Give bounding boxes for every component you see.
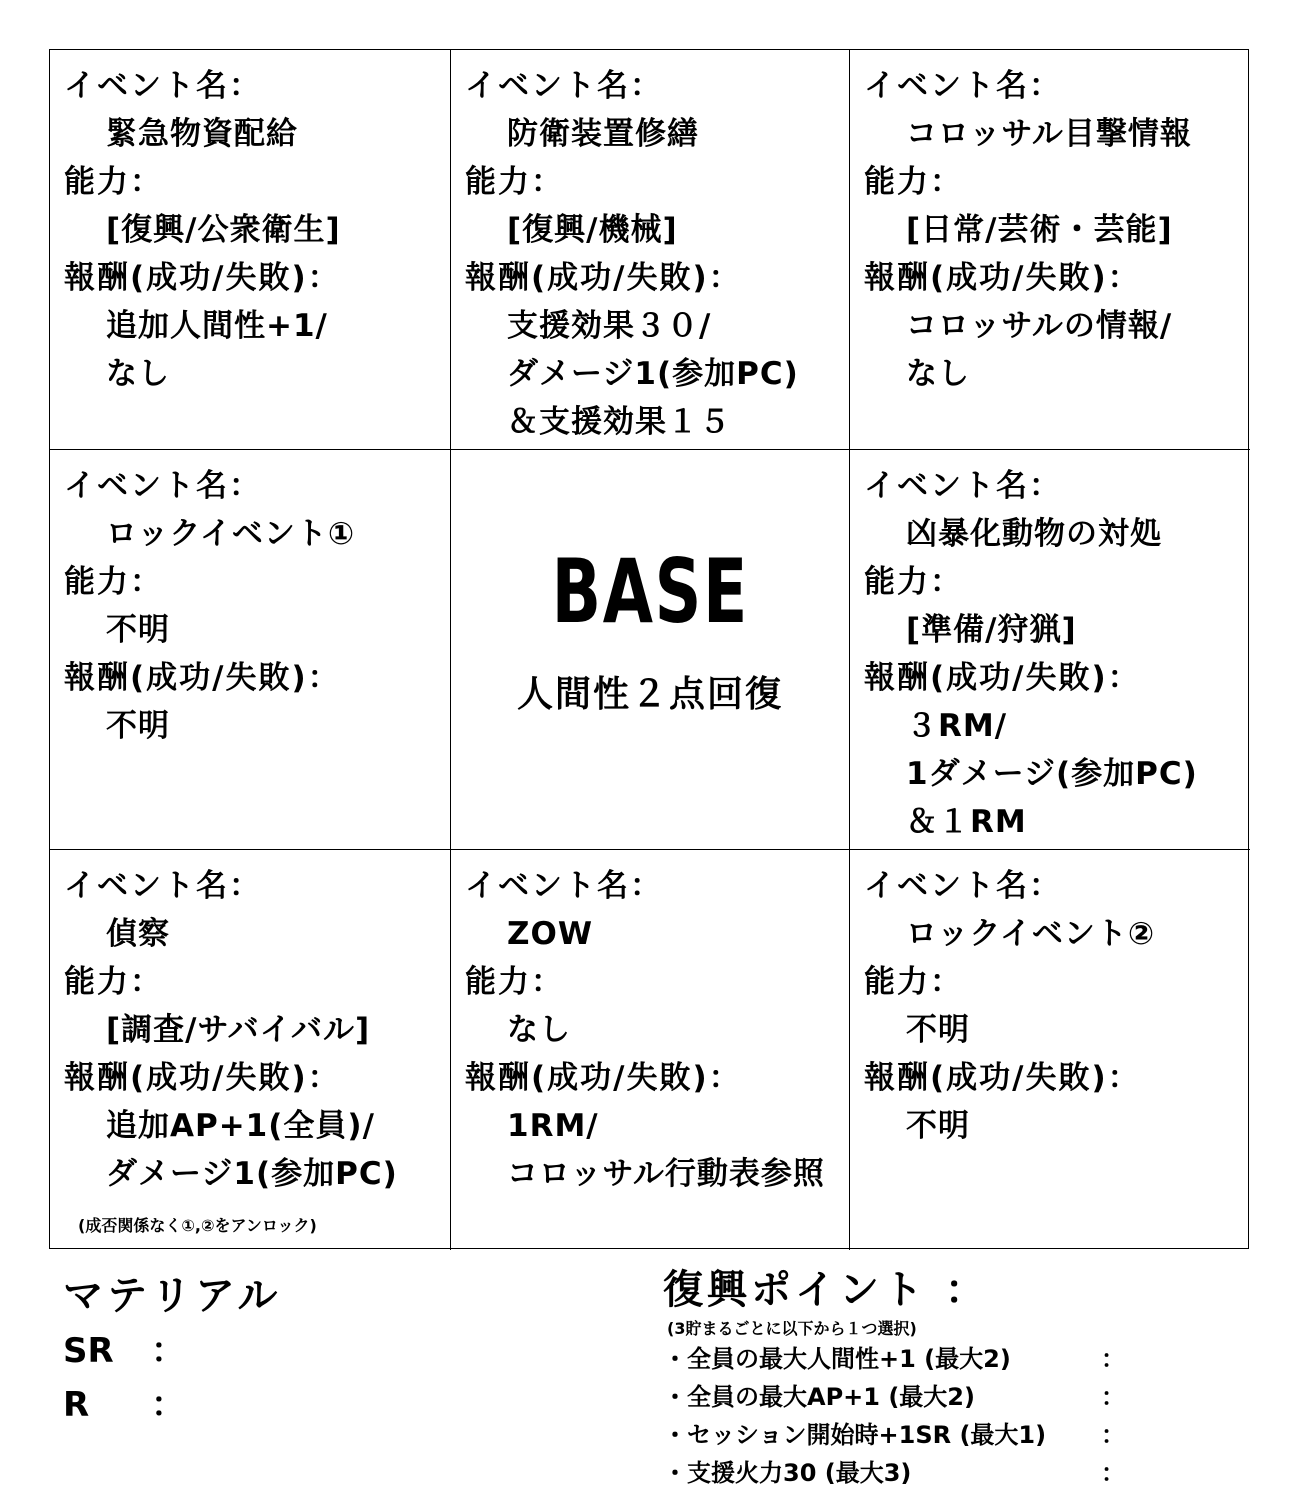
event-name: 緊急物資配給 <box>106 116 298 152</box>
recovery-item <box>663 1340 1263 1378</box>
event-name-label: イベント名： <box>864 68 1062 104</box>
ability-label: 能力： <box>864 964 963 1000</box>
event-name: ロックイベント① <box>106 516 356 552</box>
material-colon: ： <box>151 1331 185 1371</box>
event-board <box>49 49 1249 1249</box>
event-name-label: イベント名： <box>864 868 1062 904</box>
event-name-label: イベント名： <box>864 468 1062 504</box>
base-title: BASE <box>551 540 749 643</box>
reward-line: 不明 <box>106 708 170 744</box>
reward-line: 1RM/ <box>507 1108 599 1144</box>
ability-label: 能力： <box>465 964 564 1000</box>
reward-line: ダメージ1(参加PC) <box>106 1156 398 1192</box>
ability-value: [復興/機械] <box>507 212 678 248</box>
recovery-item <box>663 1416 1263 1454</box>
event-name-label: イベント名： <box>64 468 262 504</box>
recovery-section <box>663 1262 1263 1492</box>
event-cell-3 <box>850 50 1250 450</box>
event-name: 偵察 <box>106 916 170 952</box>
recovery-item-text: ・全員の最大AP+1 (最大2) <box>663 1383 975 1411</box>
recovery-item <box>663 1454 1263 1492</box>
event-cell-9 <box>850 850 1250 1250</box>
event-name-label: イベント名： <box>465 868 663 904</box>
material-key: SR <box>63 1331 114 1371</box>
reward-label: 報酬(成功/失敗)： <box>465 260 742 296</box>
recovery-item-colon: ： <box>1101 1459 1125 1487</box>
ability-value: [調査/サバイバル] <box>106 1012 371 1048</box>
ability-value: なし <box>507 1012 571 1048</box>
event-name: 防衛装置修繕 <box>507 116 699 152</box>
ability-value: [準備/狩猟] <box>906 612 1077 648</box>
ability-value: 不明 <box>906 1012 970 1048</box>
event-cell-4 <box>50 450 451 850</box>
reward-label: 報酬(成功/失敗)： <box>64 1060 341 1096</box>
event-name: 凶暴化動物の対処 <box>906 516 1162 552</box>
reward-label: 報酬(成功/失敗)： <box>864 260 1141 296</box>
recovery-title: 復興ポイント ： <box>663 1267 989 1313</box>
reward-label: 報酬(成功/失敗)： <box>864 1060 1141 1096</box>
reward-line: 追加人間性+1/ <box>106 308 328 344</box>
event-name: コロッサル目撃情報 <box>906 116 1192 152</box>
recovery-item-text: ・全員の最大人間性+1 (最大2) <box>663 1345 1011 1373</box>
reward-line: なし <box>906 356 970 392</box>
event-name: ロックイベント② <box>906 916 1156 952</box>
reward-line: ＆支援効果１５ <box>507 404 731 440</box>
recovery-item-colon: ： <box>1101 1383 1125 1411</box>
material-colon: ： <box>151 1385 185 1425</box>
base-cell <box>451 450 850 850</box>
ability-label: 能力： <box>465 164 564 200</box>
material-section <box>63 1268 281 1432</box>
material-title: マテリアル <box>63 1273 282 1319</box>
ability-label: 能力： <box>64 964 163 1000</box>
reward-line: 不明 <box>906 1108 970 1144</box>
event-name: ZOW <box>507 916 594 952</box>
reward-line: コロッサル行動表参照 <box>507 1156 825 1192</box>
event-cell-2 <box>451 50 850 450</box>
reward-line: なし <box>106 356 170 392</box>
event-cell-8 <box>451 850 850 1250</box>
event-name-label: イベント名： <box>64 868 262 904</box>
reward-line: ＆１RM <box>906 804 1027 840</box>
recovery-item <box>663 1378 1263 1416</box>
unlock-note: (成否関係なく①,②をアンロック) <box>78 1216 317 1235</box>
reward-line: ３RM/ <box>906 708 1008 744</box>
event-name-label: イベント名： <box>64 68 262 104</box>
reward-label: 報酬(成功/失敗)： <box>64 660 341 696</box>
reward-line: 1ダメージ(参加PC) <box>906 756 1198 792</box>
recovery-note: (3貯まるごとに以下から１つ選択) <box>667 1319 917 1338</box>
base-subtitle: 人間性２点回復 <box>516 674 783 715</box>
recovery-item-text: ・セッション開始時+1SR (最大1) <box>663 1421 1047 1449</box>
ability-label: 能力： <box>864 564 963 600</box>
recovery-item-text: ・支援火力30 (最大3) <box>663 1459 912 1487</box>
ability-label: 能力： <box>64 164 163 200</box>
ability-label: 能力： <box>64 564 163 600</box>
ability-value: [日常/芸術・芸能] <box>906 212 1173 248</box>
material-row-r <box>63 1378 281 1432</box>
reward-label: 報酬(成功/失敗)： <box>64 260 341 296</box>
reward-line: 支援効果３０/ <box>507 308 712 344</box>
reward-line: コロッサルの情報/ <box>906 308 1173 344</box>
reward-line: ダメージ1(参加PC) <box>507 356 799 392</box>
event-cell-1 <box>50 50 451 450</box>
recovery-item-colon: ： <box>1101 1421 1125 1449</box>
material-key: R <box>63 1385 90 1425</box>
recovery-item-colon: ： <box>1101 1345 1125 1373</box>
event-cell-6 <box>850 450 1250 850</box>
reward-line: 追加AP+1(全員)/ <box>106 1108 375 1144</box>
reward-label: 報酬(成功/失敗)： <box>465 1060 742 1096</box>
event-name-label: イベント名： <box>465 68 663 104</box>
material-row-sr <box>63 1324 281 1378</box>
event-cell-7 <box>50 850 451 1250</box>
ability-value: 不明 <box>106 612 170 648</box>
ability-label: 能力： <box>864 164 963 200</box>
reward-label: 報酬(成功/失敗)： <box>864 660 1141 696</box>
ability-value: [復興/公衆衛生] <box>106 212 341 248</box>
